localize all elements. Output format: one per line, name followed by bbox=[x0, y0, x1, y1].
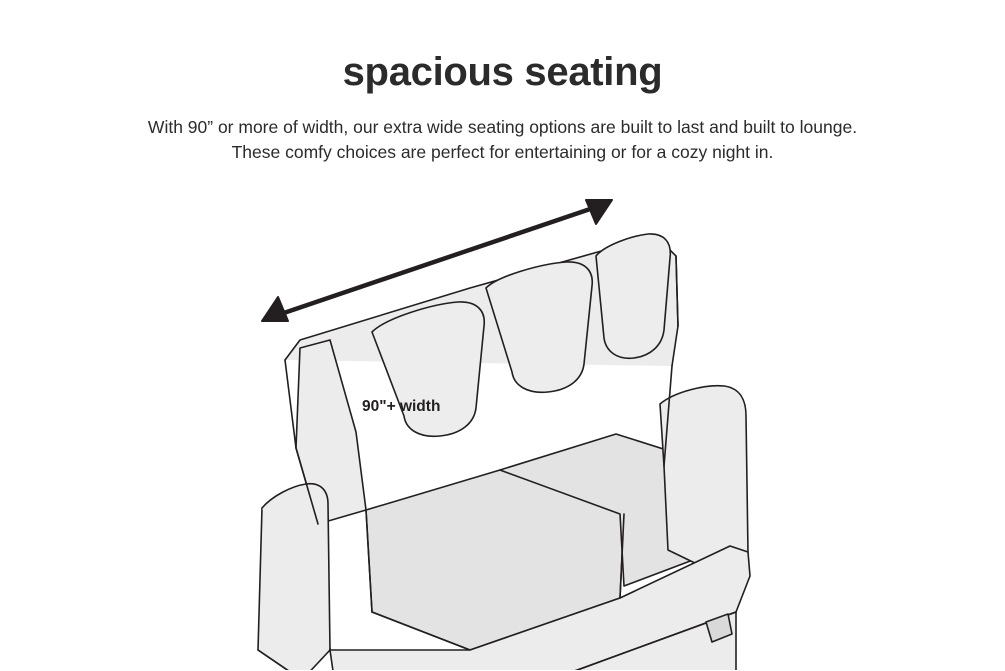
arrowhead-right-icon bbox=[586, 200, 612, 224]
subcopy-line-2: These comfy choices are perfect for entertaining or for a cozy night in. bbox=[231, 142, 774, 163]
back-pillow-left bbox=[372, 302, 484, 436]
dimension-label: 90"+ width bbox=[362, 398, 441, 415]
subcopy-block bbox=[0, 115, 1005, 166]
page-title: spacious seating bbox=[342, 50, 663, 94]
back-pillow-right bbox=[596, 234, 670, 358]
sofa-illustration bbox=[0, 180, 1005, 670]
arrowhead-left-icon bbox=[262, 297, 288, 321]
sofa-diagram-svg bbox=[0, 180, 1005, 670]
subcopy-line-1: With 90” or more of width, our extra wide seating options are built to last and built to lounge. bbox=[147, 117, 858, 137]
back-pillow-middle bbox=[486, 262, 592, 392]
